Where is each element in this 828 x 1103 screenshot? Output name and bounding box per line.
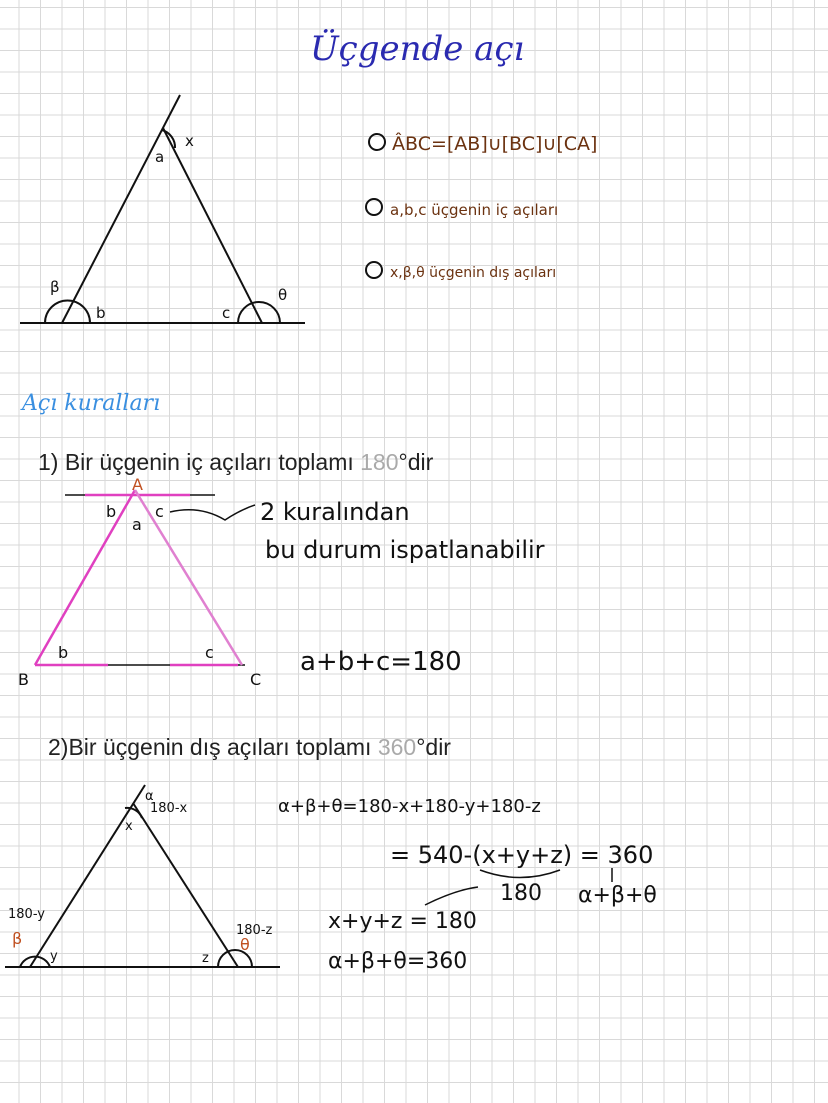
angle-label-x: x xyxy=(125,819,133,834)
section-title: Açı kuralları xyxy=(22,391,161,416)
proof-line: α+β+θ xyxy=(578,883,657,908)
angle-label-180-z: 180-z xyxy=(236,923,273,938)
angle-label-c: c xyxy=(222,304,231,322)
vertex-label-c: C xyxy=(250,670,262,689)
angle-label-b: b xyxy=(58,643,69,662)
angle-label-a: a xyxy=(132,515,142,534)
angle-label-y: y xyxy=(50,949,58,964)
definition-item: x,β,θ üçgenin dış açıları xyxy=(390,265,557,281)
vertex-label-b: B xyxy=(18,670,29,689)
angle-label-b-top: b xyxy=(106,502,117,521)
angle-label-beta: β xyxy=(12,929,23,948)
angle-label-c: c xyxy=(205,643,214,662)
note-line: bu durum ispatlanabilir xyxy=(265,536,545,564)
angle-label-a: a xyxy=(155,148,165,166)
definition-item: ÂBC=[AB]∪[BC]∪[CA] xyxy=(392,133,598,155)
angle-label-180-y: 180-y xyxy=(8,907,45,922)
vertex-label-a: A xyxy=(132,475,143,494)
triangle-diagram-1 xyxy=(20,95,305,323)
angle-label-beta: β xyxy=(50,278,60,296)
note-line: 2 kuralından xyxy=(260,498,410,526)
angle-label-c-top: c xyxy=(155,502,164,521)
angle-label-b: b xyxy=(96,304,106,322)
proof-line: α+β+θ=180-x+180-y+180-z xyxy=(278,796,541,817)
angle-label-z: z xyxy=(202,951,209,966)
rule-2: 2)Bir üçgenin dış açıları toplamı 360°dir xyxy=(48,734,451,760)
proof-line: = 540-(x+y+z) = 360 xyxy=(390,841,654,869)
angle-label-alpha: α xyxy=(145,789,154,804)
definitions-list xyxy=(366,132,597,281)
rule-1: 1) Bir üçgenin iç açıları toplamı 180°dir xyxy=(38,449,434,475)
proof-line: α+β+θ=360 xyxy=(328,949,468,974)
angle-label-180-x: 180-x xyxy=(150,801,188,816)
definition-item: a,b,c üçgenin iç açıları xyxy=(390,201,559,219)
proof-block xyxy=(278,796,657,974)
proof-line: 180 xyxy=(500,881,542,906)
angle-label-x: x xyxy=(185,132,194,150)
triangle-diagram-3 xyxy=(5,785,280,967)
angle-label-theta: θ xyxy=(240,935,250,954)
angle-label-theta: θ xyxy=(278,286,288,304)
page-title: Üçgende açı xyxy=(310,29,525,69)
equation-interior-sum: a+b+c=180 xyxy=(300,647,462,677)
proof-line: x+y+z = 180 xyxy=(328,909,477,934)
